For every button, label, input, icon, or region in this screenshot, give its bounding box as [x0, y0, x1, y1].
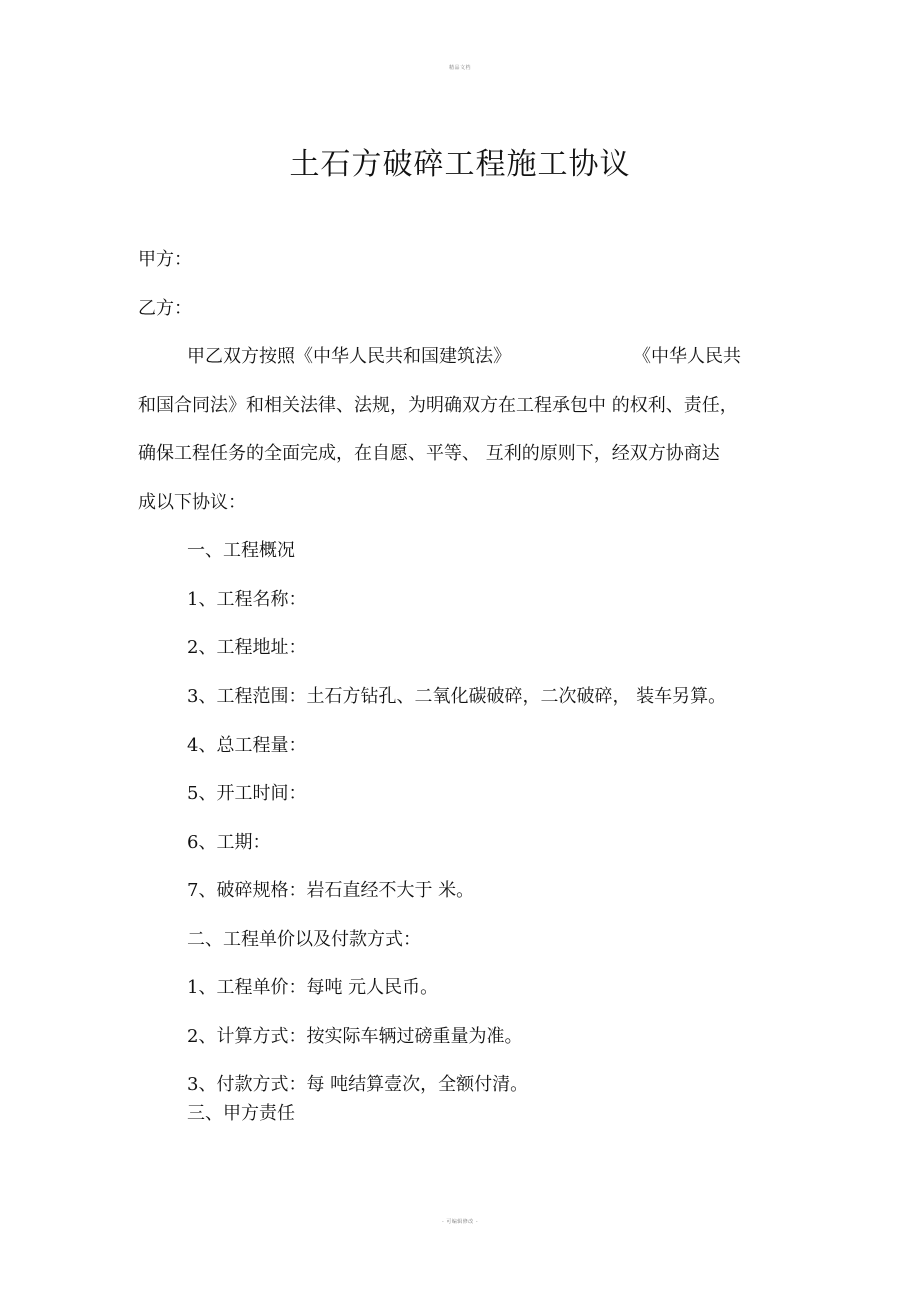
party-b-label: 乙方： [138, 298, 192, 319]
party-a-label: 甲方： [138, 249, 192, 270]
section-1-item: 6、工期： [187, 832, 271, 853]
intro-line-2: 和国合同法》和相关法律、法规，为明确双方在工程承包中 的权利、责任， [138, 395, 738, 416]
section-1-item: 5、开工时间： [187, 783, 307, 804]
section-2-item: 2、计算方式：按实际车辆过磅重量为准。 [187, 1026, 523, 1047]
section-3-heading: 三、甲方责任 [187, 1103, 295, 1124]
intro-line-4: 成以下协议： [138, 492, 246, 513]
section-1-item: 4、总工程量： [187, 735, 307, 756]
section-2-item: 3、付款方式：每 吨结算壹次，全额付清。 [187, 1074, 529, 1095]
section-1-heading: 一、工程概况 [187, 540, 295, 561]
section-1-item: 3、工程范围：土石方钻孔、二氧化碳破碎，二次破碎， 装车另算。 [187, 686, 727, 707]
section-1-item: 7、破碎规格：岩石直经不大于 米。 [187, 880, 475, 901]
section-1-item: 2、工程地址： [187, 637, 307, 658]
header-note: 精品文档 [448, 65, 471, 71]
section-2-heading: 二、工程单价以及付款方式： [187, 929, 421, 950]
section-2-item: 1、工程单价：每吨 元人民币。 [187, 977, 439, 998]
intro-line-1b: 《中华人民共 [633, 346, 741, 367]
document-title: 土石方破碎工程施工协议 [289, 147, 631, 182]
intro-line-1a: 甲乙双方按照《中华人民共和国建筑法》 [187, 346, 511, 367]
intro-line-3: 确保工程任务的全面完成，在自愿、平等、 互利的原则下，经双方协商达 [138, 443, 720, 464]
footer-note: - 可编辑修改 - [441, 1219, 479, 1225]
section-1-item: 1、工程名称： [187, 589, 307, 610]
